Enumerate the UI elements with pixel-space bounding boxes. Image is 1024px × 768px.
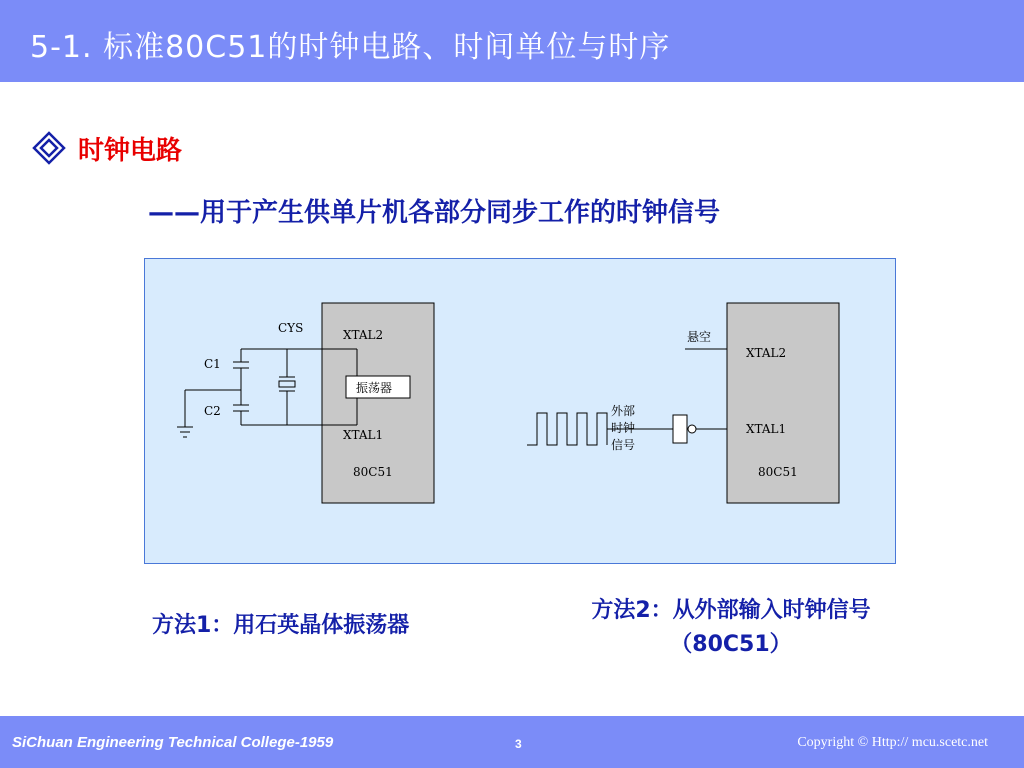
diamond-bullet-icon xyxy=(32,131,66,165)
right-xtal2-label: XTAL2 xyxy=(746,346,787,360)
right-chip-label: 80C51 xyxy=(758,465,798,479)
left-chip-label: 80C51 xyxy=(353,465,393,479)
circuit-svg xyxy=(145,259,897,565)
footer-copyright: Copyright © Http:// mcu.scetc.net xyxy=(797,735,988,750)
left-xtal2-label: XTAL2 xyxy=(343,328,384,342)
floating-label: 悬空 xyxy=(687,330,712,344)
subtitle: ——用于产生供单片机各部分同步工作的时钟信号 xyxy=(148,198,721,228)
ext-clock-line2: 时钟 xyxy=(611,421,636,435)
ext-clock-line3: 信号 xyxy=(611,438,636,452)
method2-caption xyxy=(546,594,916,662)
bullet-heading: 时钟电路 xyxy=(78,135,183,166)
method2-line2: （80C51） xyxy=(670,632,792,657)
footer-page-number: 3 xyxy=(515,737,522,751)
ext-clock-line1: 外部 xyxy=(611,404,636,418)
oscillator-label: 振荡器 xyxy=(356,381,393,395)
method2-line1: 方法2：从外部输入时钟信号 xyxy=(591,598,871,623)
header-bar xyxy=(0,0,1024,82)
c2-label: C2 xyxy=(204,404,221,418)
slide-title: 5-1. 标准80C51的时钟电路、时间单位与时序 xyxy=(30,30,671,65)
circuit-diagram xyxy=(144,258,896,564)
c1-label: C1 xyxy=(204,357,221,371)
footer-bar xyxy=(0,716,1024,768)
right-xtal1-label: XTAL1 xyxy=(746,422,787,436)
cys-label: CYS xyxy=(278,321,304,335)
footer-college: SiChuan Engineering Technical College-1959 xyxy=(12,734,334,751)
bullet-row xyxy=(32,128,182,168)
left-xtal1-label: XTAL1 xyxy=(343,428,384,442)
method1-caption: 方法1：用石英晶体振荡器 xyxy=(152,613,410,638)
